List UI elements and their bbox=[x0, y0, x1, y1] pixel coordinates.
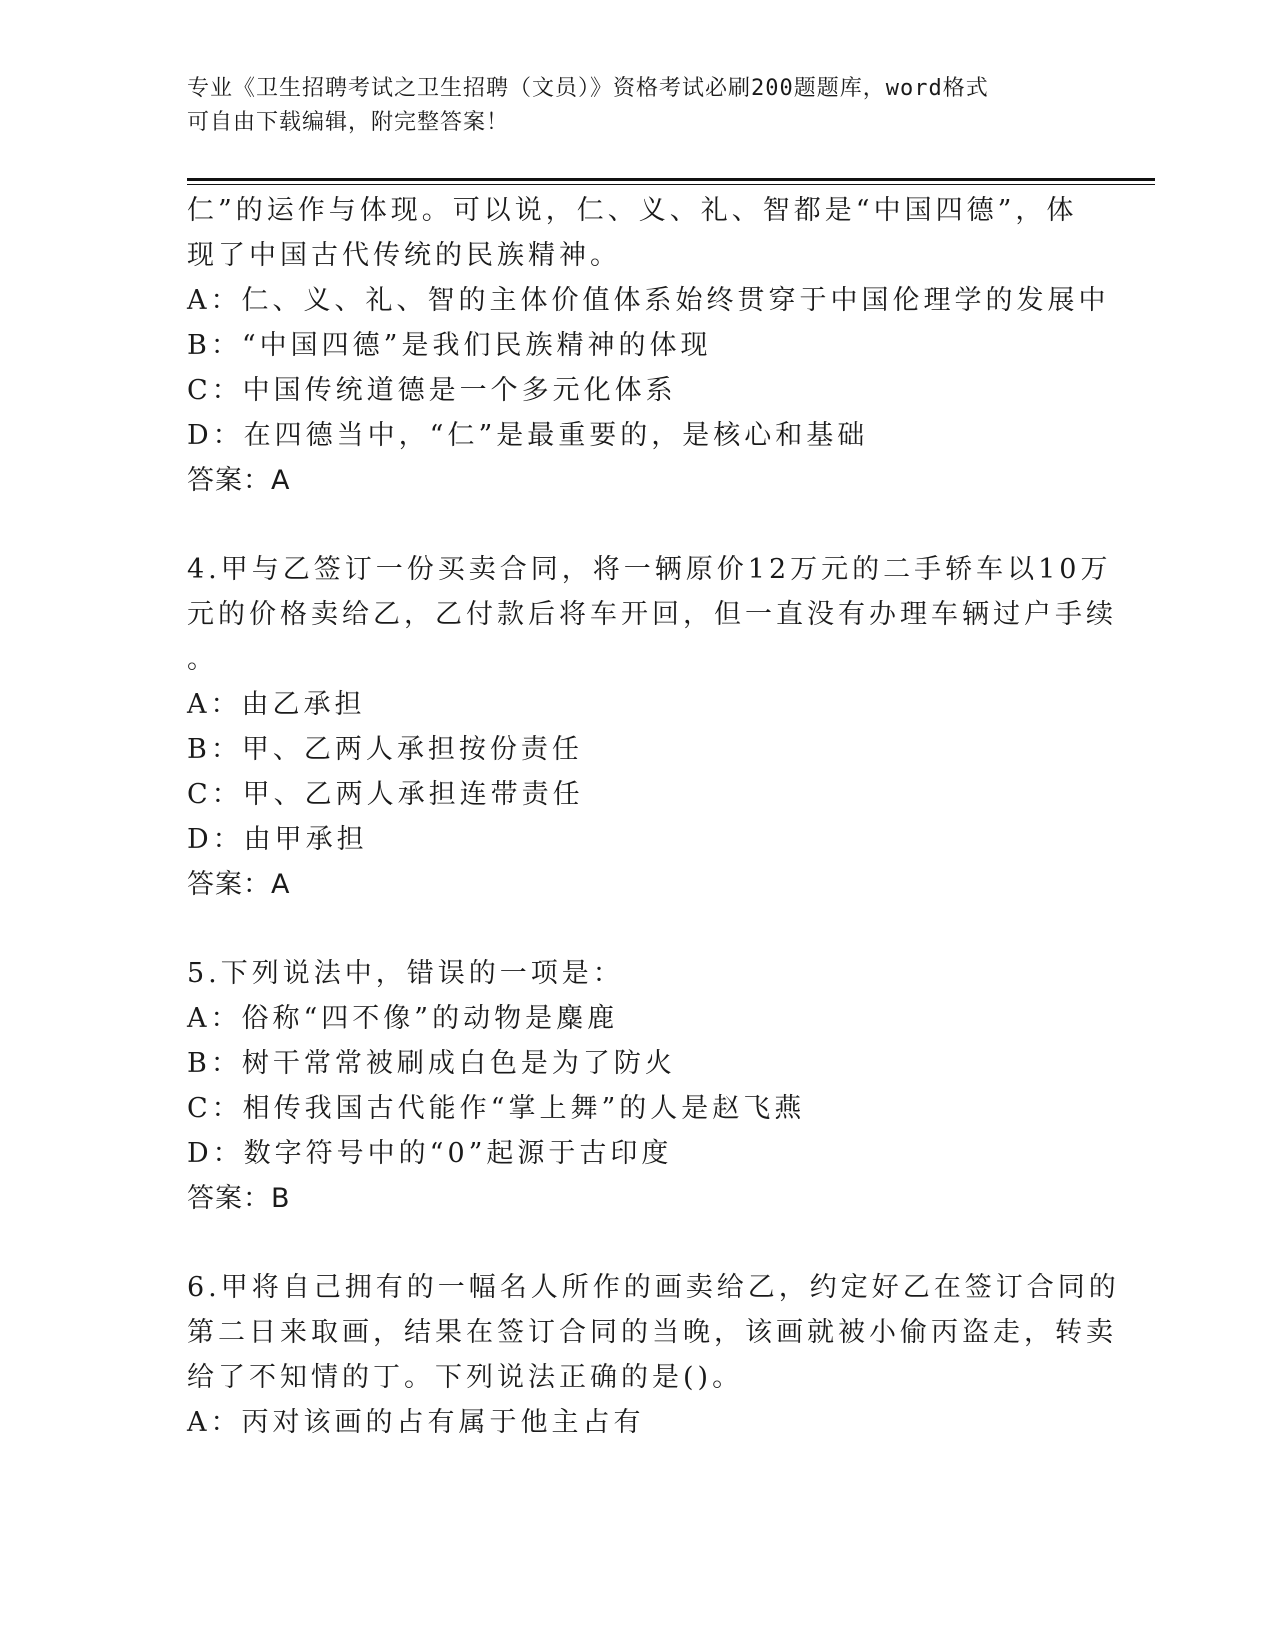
spacer bbox=[187, 907, 1067, 951]
option-b: B：“中国四德”是我们民族精神的体现 bbox=[187, 330, 712, 361]
option-c: C：中国传统道德是一个多元化体系 bbox=[187, 375, 677, 406]
answer-label: 答案：A bbox=[187, 465, 291, 496]
question-text-line: 第二日来取画，结果在签订合同的当晚，该画就被小偷丙盗走，转卖 bbox=[187, 1317, 1117, 1348]
option-d: D：由甲承担 bbox=[187, 824, 368, 855]
option-d: D：数字符号中的“0”起源于古印度 bbox=[187, 1138, 673, 1169]
spacer bbox=[187, 1221, 1067, 1265]
question-text-line: 6.甲将自己拥有的一幅名人所作的画卖给乙，约定好乙在签订合同的 bbox=[187, 1272, 1120, 1303]
question-5 bbox=[187, 951, 1067, 1221]
header-rule-thick bbox=[187, 178, 1155, 181]
question-text-line: 4.甲与乙签订一份买卖合同，将一辆原价12万元的二手轿车以10万 bbox=[187, 554, 1112, 585]
document-header bbox=[187, 72, 1067, 140]
option-a: A：俗称“四不像”的动物是麋鹿 bbox=[187, 1003, 619, 1034]
question-6 bbox=[187, 1265, 1120, 1445]
question-text-line: 5.下列说法中，错误的一项是： bbox=[187, 958, 624, 989]
answer-label: 答案：A bbox=[187, 869, 291, 900]
option-b: B：树干常常被刷成白色是为了防火 bbox=[187, 1048, 676, 1079]
option-a: A：由乙承担 bbox=[187, 689, 366, 720]
question-text-line: 现了中国古代传统的民族精神。 bbox=[187, 240, 621, 271]
option-c: C：甲、乙两人承担连带责任 bbox=[187, 779, 584, 810]
option-d: D：在四德当中，“仁”是最重要的，是核心和基础 bbox=[187, 420, 869, 451]
spacer bbox=[187, 503, 1067, 547]
header-line-2: 可自由下载编辑，附完整答案！ bbox=[187, 110, 510, 135]
answer-label: 答案：B bbox=[187, 1183, 291, 1214]
option-a: A：丙对该画的占有属于他主占有 bbox=[187, 1407, 645, 1438]
header-rule-thin bbox=[187, 184, 1155, 185]
question-text-line: 元的价格卖给乙，乙付款后将车开回，但一直没有办理车辆过户手续 bbox=[187, 599, 1117, 630]
option-c: C：相传我国古代能作“掌上舞”的人是赵飞燕 bbox=[187, 1093, 806, 1124]
option-a: A：仁、义、礼、智的主体价值体系始终贯穿于中国伦理学的发展中 bbox=[187, 285, 1110, 316]
question-text-line: 。 bbox=[187, 644, 218, 675]
question-list bbox=[187, 188, 1120, 1445]
question-4 bbox=[187, 547, 1117, 907]
option-b: B：甲、乙两人承担按份责任 bbox=[187, 734, 583, 765]
question-text-line: 给了不知情的丁。下列说法正确的是()。 bbox=[187, 1362, 744, 1393]
question-3 bbox=[187, 188, 1110, 503]
header-line-1: 专业《卫生招聘考试之卫生招聘（文员）》资格考试必刷200题题库，word格式 bbox=[187, 76, 989, 101]
question-text-line: 仁”的运作与体现。可以说，仁、义、礼、智都是“中国四德”，体 bbox=[187, 195, 1078, 226]
